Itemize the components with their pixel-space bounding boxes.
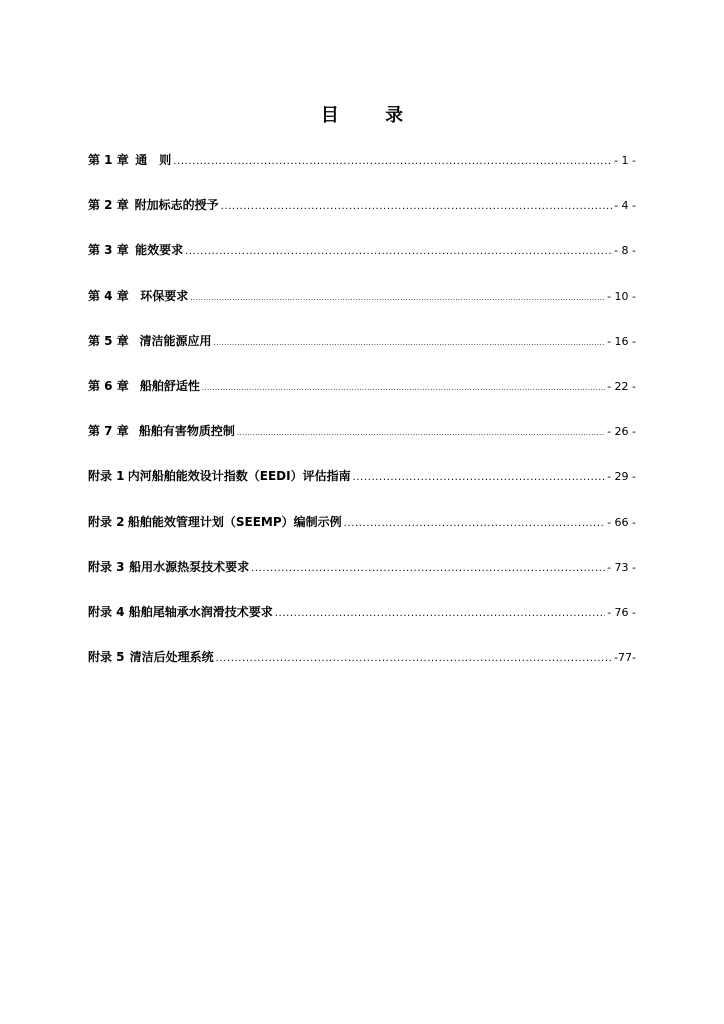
toc-page-number: - 1 - <box>614 154 636 167</box>
toc-entry-appendix-5[interactable] <box>88 647 636 692</box>
toc-leader-dots <box>173 152 612 172</box>
toc-entry-chapter-3[interactable] <box>88 240 636 285</box>
toc-leader-dots <box>353 468 605 488</box>
toc-prefix: 附录 1 <box>88 469 125 484</box>
toc-prefix: 第 7 章 <box>88 424 129 439</box>
toc-page-number: - 10 - <box>607 289 636 303</box>
toc-entry-chapter-4[interactable] <box>88 286 636 331</box>
toc-prefix: 第 6 章 <box>88 378 129 393</box>
toc-leader-dots <box>344 514 605 534</box>
toc-prefix: 第 4 章 <box>88 288 129 303</box>
toc-page-number: -77- <box>614 651 636 665</box>
toc-entry-chapter-1[interactable] <box>88 150 636 195</box>
toc-page-number: - 4 - <box>614 199 636 213</box>
toc-prefix: 第 2 章 <box>88 198 129 213</box>
table-of-contents <box>88 150 636 692</box>
toc-title: 船舶尾轴承水润滑技术要求 <box>128 604 273 619</box>
toc-entry-chapter-6[interactable] <box>88 376 636 421</box>
toc-entry-chapter-2[interactable] <box>88 195 636 240</box>
toc-leader-dots <box>202 378 605 398</box>
toc-prefix: 第 5 章 <box>88 333 129 348</box>
toc-page-number: - 22 - <box>607 379 636 393</box>
toc-page-number: - 66 - <box>607 515 636 529</box>
toc-title: 附加标志的授予 <box>134 198 219 213</box>
toc-page-number: - 26 - <box>607 425 636 439</box>
toc-leader-dots <box>190 288 605 308</box>
toc-prefix: 附录 5 <box>88 650 125 665</box>
toc-title: 船舶舒适性 <box>139 378 200 393</box>
toc-page-number: - 76 - <box>607 605 636 619</box>
toc-title: 船舶能效管理计划（SEEMP）编制示例 <box>127 514 342 529</box>
toc-title: 船舶有害物质控制 <box>138 424 235 439</box>
toc-title: 清洁能源应用 <box>139 333 212 348</box>
toc-title: 船用水源热泵技术要求 <box>129 559 250 574</box>
toc-title: 环保要求 <box>140 288 189 303</box>
toc-title: 清洁后处理系统 <box>129 650 214 665</box>
toc-prefix: 第 3 章 <box>88 243 129 258</box>
toc-title: 内河船舶能效设计指数（EEDI）评估指南 <box>127 469 351 484</box>
toc-page-number: - 8 - <box>614 244 636 258</box>
toc-leader-dots <box>214 333 606 353</box>
page-title: 目 录 <box>320 105 424 126</box>
toc-leader-dots <box>216 649 612 669</box>
toc-leader-dots <box>221 197 612 217</box>
toc-page-number: - 16 - <box>607 334 636 348</box>
toc-prefix: 第 1 章 <box>88 153 129 167</box>
toc-page-number: - 73 - <box>607 560 636 574</box>
toc-prefix: 附录 3 <box>88 559 125 574</box>
toc-prefix: 附录 4 <box>88 604 125 619</box>
toc-entry-appendix-1[interactable] <box>88 466 636 511</box>
toc-page-number: - 29 - <box>607 470 636 484</box>
toc-leader-dots <box>237 423 605 443</box>
toc-entry-chapter-7[interactable] <box>88 421 636 466</box>
toc-leader-dots <box>185 242 612 262</box>
toc-prefix: 附录 2 <box>88 514 125 529</box>
toc-entry-appendix-3[interactable] <box>88 557 636 602</box>
toc-leader-dots <box>275 604 605 624</box>
toc-leader-dots <box>251 559 605 579</box>
toc-title: 能效要求 <box>135 243 184 258</box>
toc-entry-appendix-2[interactable] <box>88 512 636 557</box>
toc-title: 通 则 <box>135 153 172 167</box>
toc-entry-appendix-4[interactable] <box>88 602 636 647</box>
toc-entry-chapter-5[interactable] <box>88 331 636 376</box>
